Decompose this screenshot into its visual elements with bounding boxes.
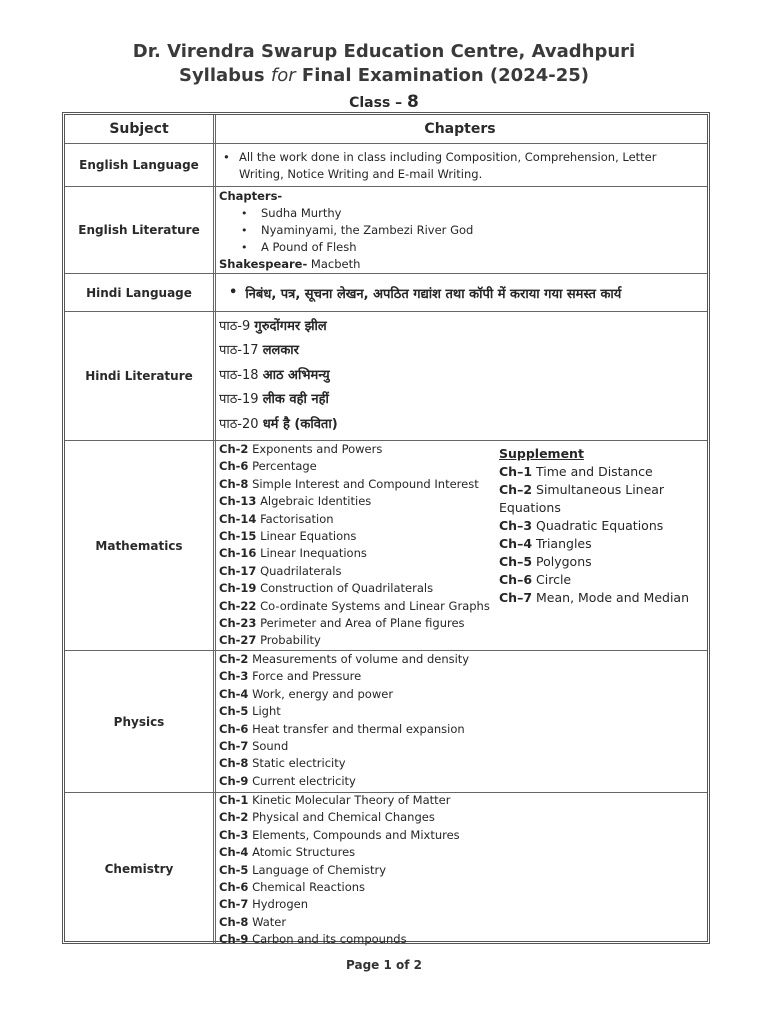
chapter-item: Ch-5 Language of Chemistry bbox=[219, 862, 387, 877]
class-title bbox=[0, 92, 768, 113]
column-header-subject: Subject bbox=[109, 121, 169, 137]
subject-label: Chemistry bbox=[104, 861, 174, 876]
chapter-item: Ch-4 Work, energy and power bbox=[219, 686, 394, 701]
chapter-item: Ch-23 Perimeter and Area of Plane figures bbox=[219, 615, 465, 630]
bullet-icon: • bbox=[229, 285, 238, 300]
row-hindi-literature bbox=[65, 311, 707, 440]
column-divider bbox=[213, 441, 216, 650]
subject-label: Hindi Literature bbox=[85, 369, 193, 383]
hindi-lesson: पाठ-19 लीक वही नहीं bbox=[219, 392, 329, 408]
supplement-item: Ch–5 Polygons bbox=[499, 554, 592, 569]
supplement-item: Ch–1 Time and Distance bbox=[499, 464, 653, 479]
list-item: • Sudha Murthy bbox=[261, 205, 701, 222]
chapter-item: Ch-19 Construction of Quadrilaterals bbox=[219, 581, 434, 596]
row-mathematics bbox=[65, 440, 707, 650]
class-number: 8 bbox=[407, 92, 419, 112]
supplement-heading: Supplement bbox=[499, 446, 584, 461]
subject-label: Mathematics bbox=[95, 538, 183, 553]
column-divider bbox=[213, 144, 216, 186]
chapter-item: Ch-14 Factorisation bbox=[219, 511, 334, 526]
supplement-item: Equations bbox=[499, 500, 561, 515]
chapter-item: Ch-3 Elements, Compounds and Mixtures bbox=[219, 827, 460, 842]
chapter-item: Ch-4 Atomic Structures bbox=[219, 845, 356, 860]
chapters-cell bbox=[219, 651, 701, 792]
chapter-item: Ch-5 Light bbox=[219, 704, 281, 719]
row-physics bbox=[65, 650, 707, 792]
literature-list bbox=[219, 205, 701, 256]
column-divider bbox=[213, 793, 216, 944]
chapter-item: Ch-16 Linear Inequations bbox=[219, 546, 367, 561]
hindi-language-item: निबंध, पत्र, सूचना लेखन, अपठित गद्यांश तथा कॉपी में कराया गया समस्त कार्य bbox=[245, 286, 622, 302]
column-divider bbox=[213, 187, 216, 273]
list-item-continued: Writing, Notice Writing and E-mail Writing. bbox=[239, 167, 483, 182]
chapter-item: Ch-6 Percentage bbox=[219, 459, 317, 474]
chapters-label: Chapters- bbox=[219, 189, 283, 203]
chapter-item: Ch-27 Probability bbox=[219, 633, 321, 648]
column-divider bbox=[213, 115, 216, 143]
subject-label: Physics bbox=[113, 714, 165, 729]
chapter-item: Ch-1 Kinetic Molecular Theory of Matter bbox=[219, 793, 451, 807]
row-hindi-language bbox=[65, 273, 707, 311]
chapter-item: Ch-9 Carbon and its compounds bbox=[219, 932, 407, 947]
supplement-item: Ch–3 Quadratic Equations bbox=[499, 518, 664, 533]
chapter-item: Ch-7 Sound bbox=[219, 738, 289, 753]
chapters-cell bbox=[219, 274, 701, 311]
subject-label: Hindi Language bbox=[86, 285, 192, 300]
hindi-lesson: पाठ-9 गुरुदोंगमर झील bbox=[219, 319, 327, 334]
supplement-item: Ch–2 Simultaneous Linear bbox=[499, 482, 665, 497]
chapter-item: Ch-3 Force and Pressure bbox=[219, 669, 362, 684]
chapter-item: Ch-8 Static electricity bbox=[219, 756, 346, 771]
chapter-item: Ch-2 Physical and Chemical Changes bbox=[219, 810, 435, 825]
supplement-item: Ch–6 Circle bbox=[499, 572, 572, 587]
chapters-cell bbox=[219, 188, 701, 273]
chapter-item: Ch-8 Simple Interest and Compound Interest bbox=[219, 476, 479, 491]
chapter-item: Ch-6 Chemical Reactions bbox=[219, 879, 366, 894]
syllabus-table bbox=[62, 112, 710, 947]
row-chemistry bbox=[65, 792, 707, 947]
chapter-item: Ch-15 Linear Equations bbox=[219, 528, 357, 543]
chapter-item: Ch-6 Heat transfer and thermal expansion bbox=[219, 721, 465, 736]
subject-label: English Literature bbox=[78, 223, 200, 237]
list-item: • A Pound of Flesh bbox=[261, 239, 701, 256]
syllabus-title bbox=[0, 64, 768, 88]
math-supplement bbox=[499, 441, 689, 607]
chapter-item: Ch-7 Hydrogen bbox=[219, 897, 308, 912]
shakespeare-label: Shakespeare- bbox=[219, 257, 308, 272]
page-number: Page 1 of 2 bbox=[346, 958, 422, 972]
chapters-cell bbox=[219, 315, 701, 440]
column-divider bbox=[213, 651, 216, 792]
table-header-row bbox=[65, 115, 707, 143]
shakespeare-line bbox=[219, 256, 701, 273]
list-item: • Nyaminyami, the Zambezi River God bbox=[261, 222, 701, 239]
bullet-icon: • bbox=[223, 150, 230, 164]
row-english-language bbox=[65, 143, 707, 186]
document-header bbox=[0, 40, 768, 113]
syllabus-for: for bbox=[270, 65, 296, 86]
chapter-item: Ch-13 Algebraic Identities bbox=[219, 494, 372, 509]
list-item: • All the work done in class including Composition, Comprehension, Letter bbox=[219, 149, 701, 166]
column-divider bbox=[213, 312, 216, 440]
row-english-literature bbox=[65, 186, 707, 273]
syllabus-pre: Syllabus bbox=[178, 65, 265, 86]
chapter-item: Ch-9 Current electricity bbox=[219, 773, 356, 788]
chapter-item: Ch-8 Water bbox=[219, 914, 287, 929]
hindi-lesson: पाठ-17 ललकार bbox=[219, 343, 299, 359]
supplement-item: Ch–7 Mean, Mode and Median bbox=[499, 590, 690, 605]
subject-label: English Language bbox=[79, 158, 199, 172]
class-label: Class – bbox=[349, 95, 403, 111]
chapter-item: Ch-2 Exponents and Powers bbox=[219, 442, 383, 456]
column-header-chapters: Chapters bbox=[424, 121, 496, 137]
hindi-lesson: पाठ-20 धर्म है (कविता) bbox=[219, 416, 338, 432]
column-divider bbox=[213, 274, 216, 311]
syllabus-post: Final Examination (2024-25) bbox=[301, 65, 590, 86]
hindi-lesson: पाठ-18 आठ अभिमन्यु bbox=[219, 367, 330, 383]
chapter-item: Ch-17 Quadrilaterals bbox=[219, 563, 342, 578]
chapters-cell bbox=[219, 149, 701, 186]
chapters-cell bbox=[219, 441, 701, 650]
school-name: Dr. Virendra Swarup Education Centre, Avadhpuri bbox=[132, 41, 636, 62]
chapter-item: Ch-2 Measurements of volume and density bbox=[219, 652, 470, 666]
shakespeare-value: Macbeth bbox=[310, 257, 361, 272]
chapter-item: Ch-22 Co-ordinate Systems and Linear Graphs bbox=[219, 598, 490, 613]
supplement-item: Ch–4 Triangles bbox=[499, 536, 592, 551]
chapters-cell bbox=[219, 792, 701, 947]
